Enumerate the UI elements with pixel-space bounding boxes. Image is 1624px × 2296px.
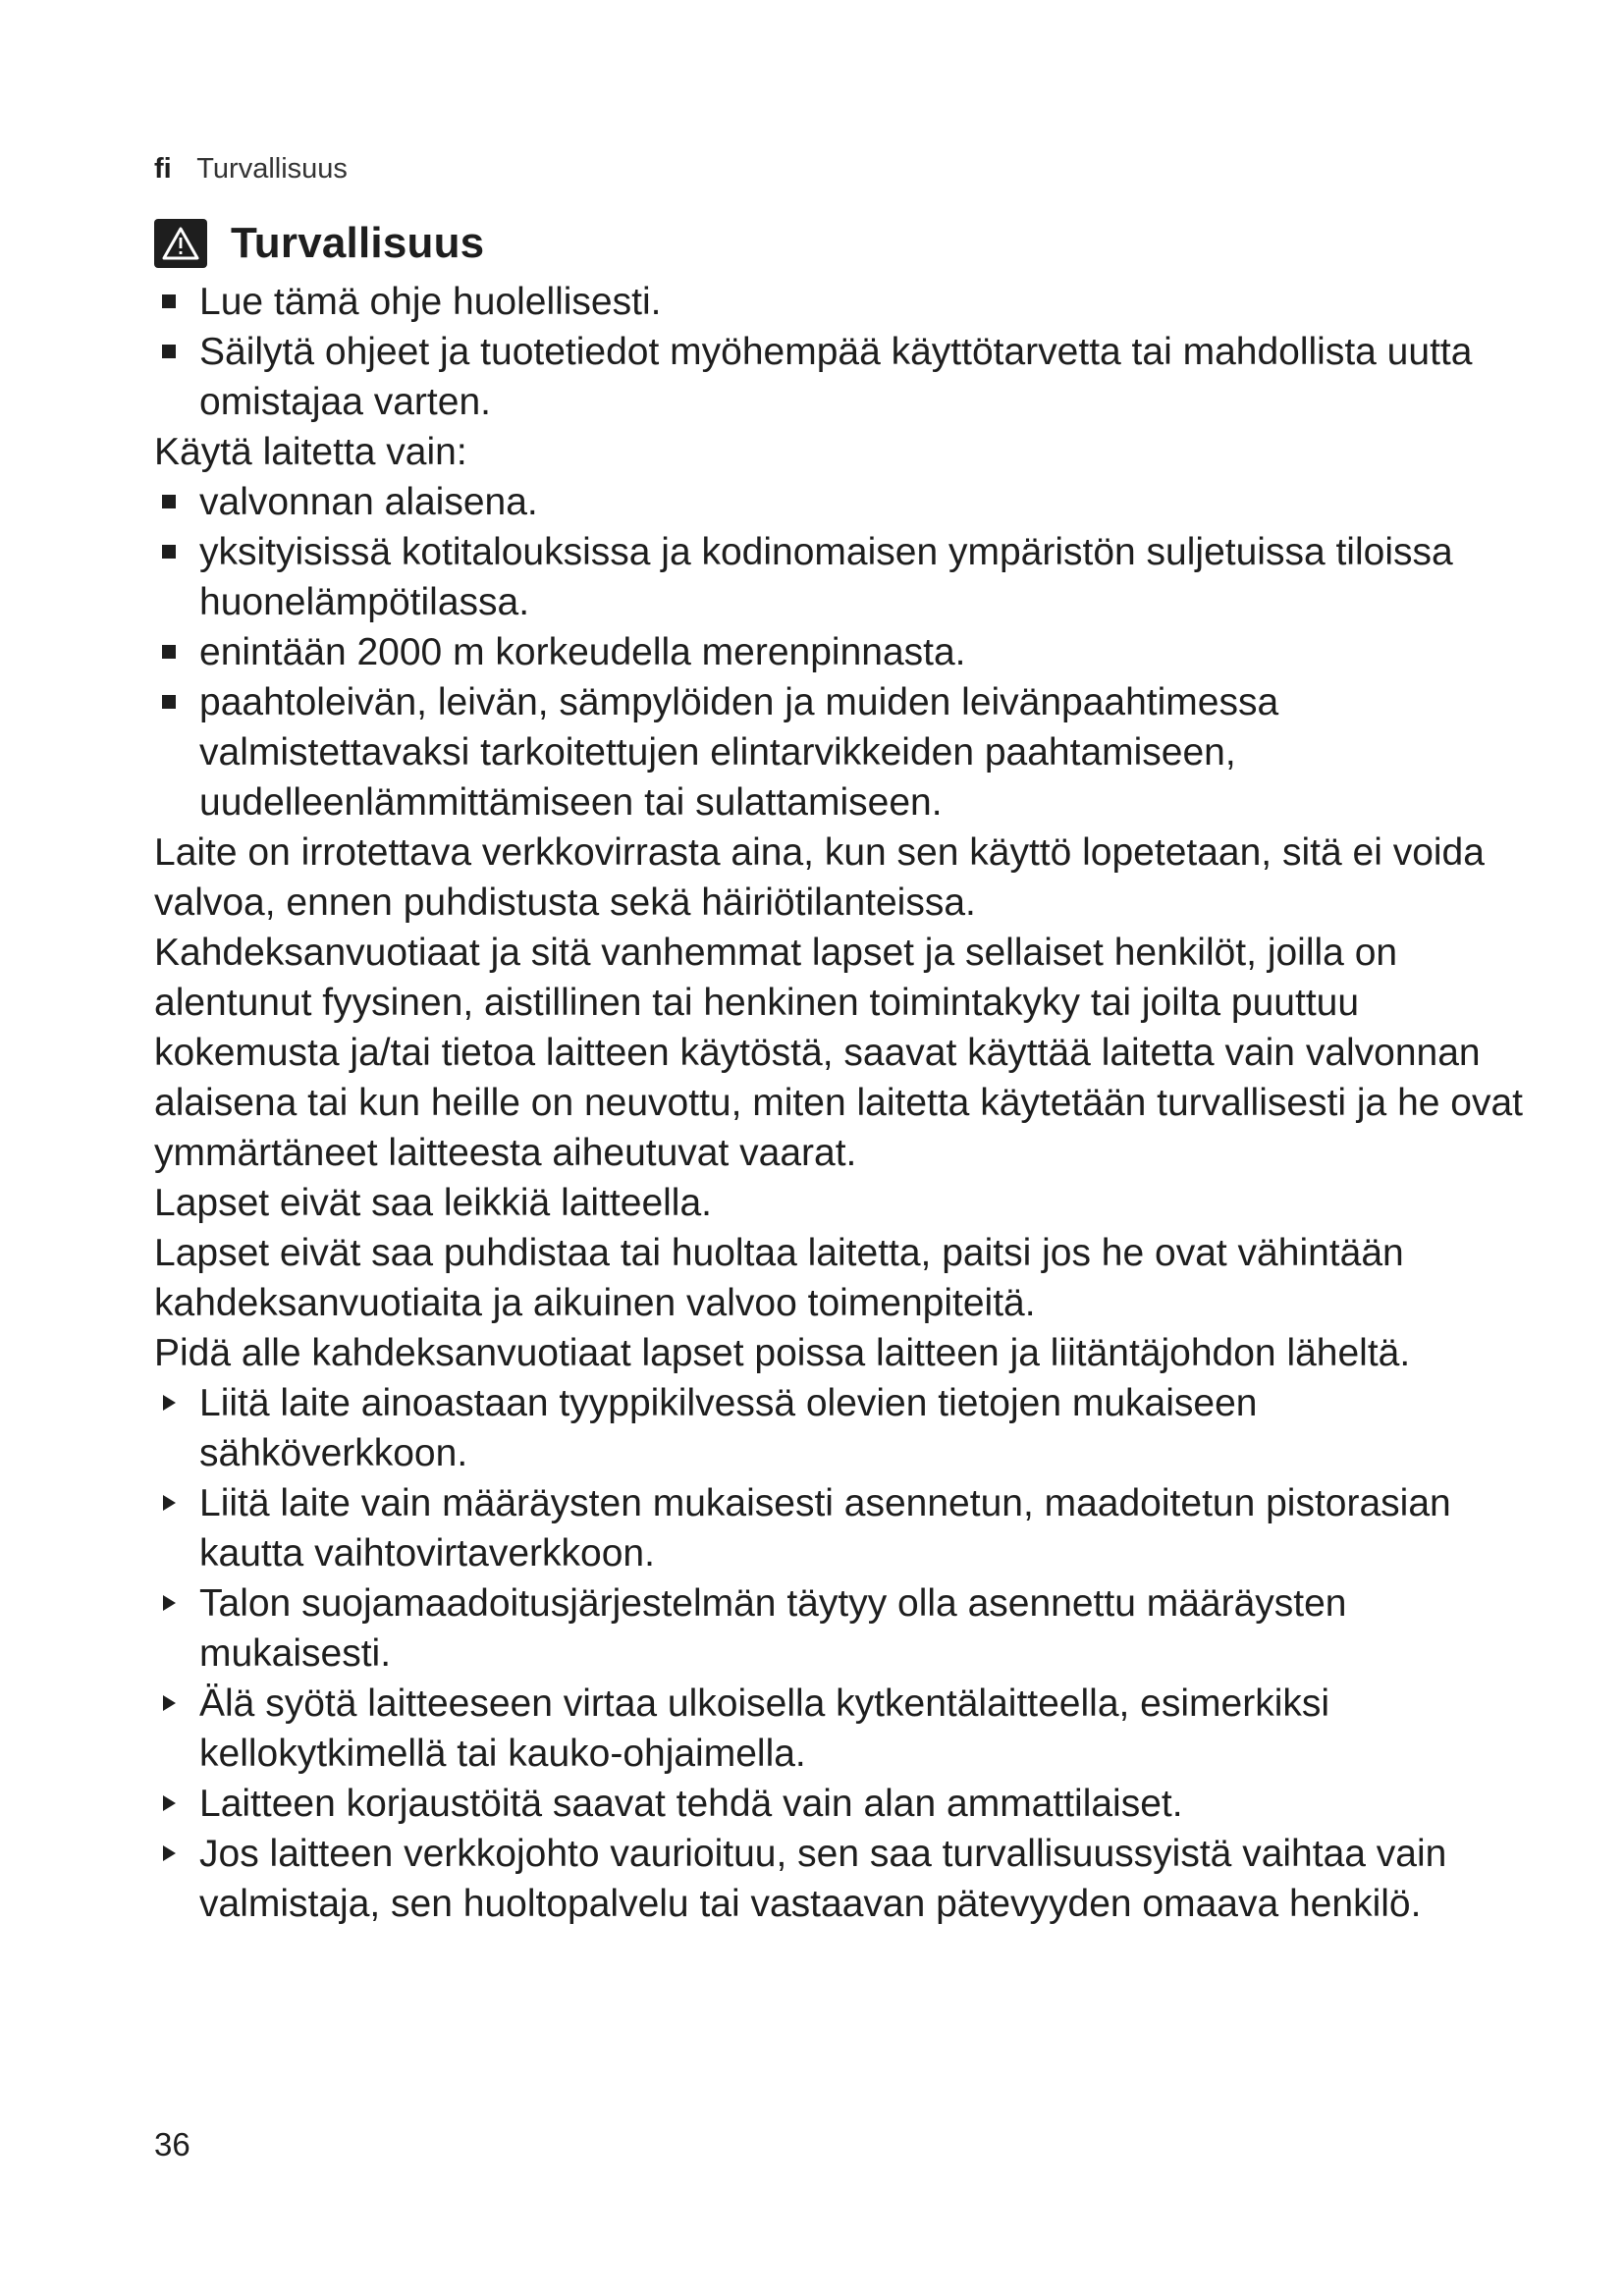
safety-content (154, 277, 1529, 1929)
paragraph: Pidä alle kahdeksanvuotiaat lapset poissa laitteen ja liitäntäjohdon läheltä. (154, 1332, 1411, 1374)
square-bullet-icon (162, 645, 176, 659)
warning-triangle-icon (154, 219, 207, 268)
language-code: fi (154, 153, 172, 185)
section-title: Turvallisuus (231, 219, 485, 267)
action-step: Älä syötä laitteeseen virtaa ulkoisella kytkentälaitteella, esimerkiksi kellokytkimellä tai kauko-ohjaimella. (154, 1679, 1529, 1779)
action-step: Talon suojamaadoitusjärjestelmän täytyy olla asennettu määräysten mukaisesti. (154, 1578, 1529, 1679)
paragraph: Lapset eivät saa leikkiä laitteella. (154, 1182, 712, 1224)
arrow-bullet-icon (163, 1845, 176, 1861)
square-bullet-icon (162, 545, 176, 559)
list-item: yksityisissä kotitalouksissa ja kodinomaisen ympäristön suljetuissa tiloissa huonelämpötilassa. (154, 527, 1529, 627)
section-heading (154, 216, 484, 271)
square-bullet-icon (162, 495, 176, 508)
paragraph: Käytä laitetta vain: (154, 431, 467, 473)
list-item: valvonnan alaisena. (154, 477, 1529, 527)
arrow-bullet-icon (163, 1495, 176, 1511)
arrow-bullet-icon (163, 1595, 176, 1611)
action-step: Liitä laite vain määräysten mukaisesti asennetun, maadoitetun pistorasian kautta vaihtovirtaverkkoon. (154, 1478, 1529, 1578)
arrow-bullet-icon (163, 1795, 176, 1811)
arrow-bullet-icon (163, 1395, 176, 1411)
list-item: Lue tämä ohje huolellisesti. (154, 277, 1529, 327)
paragraph: Kahdeksanvuotiaat ja sitä vanhemmat lapset ja sellaiset henkilöt, joilla on alentunut fyysinen, aistillinen tai henkinen toimintakyky tai joilta puuttuu kokemusta ja/tai tietoa laitteen käytöstä, saavat käyttää laitetta vain valvonnan alaisena tai kun heille on neuvottu, miten laitetta käytetään turvallisesti ja he ovat ymmärtäneet laitteesta aiheutuvat vaarat. (154, 932, 1524, 1174)
square-bullet-icon (162, 695, 176, 709)
paragraph: Lapset eivät saa puhdistaa tai huoltaa laitetta, paitsi jos he ovat vähintään kahdeksanvuotiaita ja aikuinen valvoo toimenpiteitä. (154, 1232, 1404, 1324)
action-step: Liitä laite ainoastaan tyyppikilvessä olevien tietojen mukaiseen sähköverkkoon. (154, 1378, 1529, 1478)
list-item: enintään 2000 m korkeudella merenpinnasta. (154, 627, 1529, 677)
square-bullet-icon (162, 294, 176, 308)
action-step: Jos laitteen verkkojohto vaurioituu, sen saa turvallisuussyistä vaihtaa vain valmistaja, sen huoltopalvelu tai vastaavan pätevyyden omaava henkilö. (154, 1829, 1529, 1929)
list-item: Säilytä ohjeet ja tuotetiedot myöhempää käyttötarvetta tai mahdollista uutta omistajaa varten. (154, 327, 1529, 427)
page-number: 36 (154, 2126, 190, 2163)
action-step: Laitteen korjaustöitä saavat tehdä vain alan ammattilaiset. (154, 1779, 1529, 1829)
square-bullet-icon (162, 345, 176, 358)
manual-page (154, 0, 1529, 2296)
running-header (154, 151, 348, 187)
list-item: paahtoleivän, leivän, sämpylöiden ja muiden leivänpaahtimessa valmistettavaksi tarkoitettujen elintarvikkeiden paahtamiseen, uudelleenlämmittämiseen tai sulattamiseen. (154, 677, 1529, 828)
arrow-bullet-icon (163, 1695, 176, 1711)
paragraph: Laite on irrotettava verkkovirrasta aina, kun sen käyttö lopetetaan, sitä ei voida valvoa, ennen puhdistusta sekä häiriötilanteissa. (154, 831, 1485, 924)
running-header-section: Turvallisuus (196, 153, 348, 185)
